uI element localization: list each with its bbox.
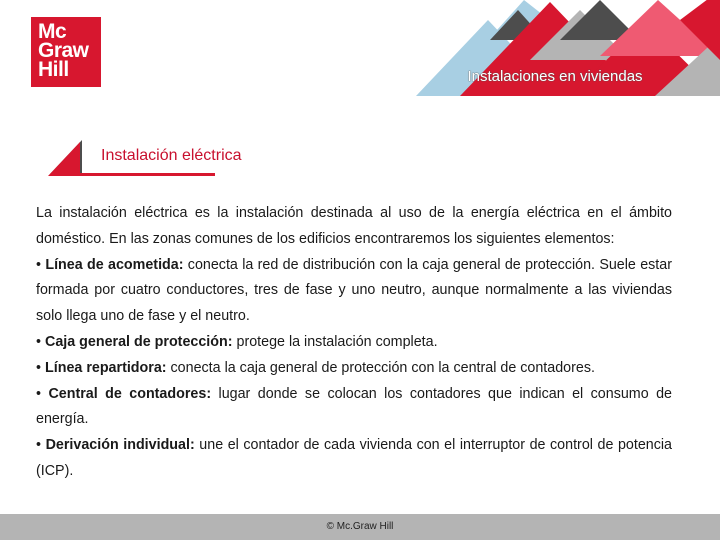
item-text: une el contador de cada vivienda con el interruptor de control de potencia (ICP).	[36, 437, 673, 479]
copyright-text: © Mc.Graw Hill	[326, 521, 394, 532]
header-title: Instalaciones en viviendas	[467, 68, 643, 85]
item-text: conecta la caja general de protección con la central de contadores.	[166, 359, 595, 376]
item-term: Caja general de protección:	[45, 333, 233, 350]
section-title: Instalación eléctrica	[101, 147, 242, 164]
list-item	[36, 356, 672, 382]
bullet: •	[36, 256, 42, 273]
list-item	[36, 433, 672, 485]
item-term: Central de contadores:	[48, 385, 212, 402]
item-text: conecta la red de distribución con la caja general de protección. Suele estar formada por cuatro conductores, tres de fase y uno neutro, aunque normalmente a las viviendas solo llega uno de fase y el neutro.	[36, 256, 672, 325]
bullet: •	[36, 359, 42, 376]
bullet: •	[36, 437, 42, 454]
item-text: lugar donde se colocan los contadores que indican el consumo de energía.	[36, 385, 672, 428]
bullet: •	[36, 385, 42, 402]
logo-line-3: Hill	[38, 58, 69, 81]
item-term: Derivación individual:	[45, 437, 195, 454]
logo-line-1: Mc	[38, 20, 67, 43]
bullet: •	[36, 333, 42, 350]
content-body	[36, 201, 672, 485]
item-term: Línea repartidora:	[45, 359, 167, 376]
item-term: Línea de acometida:	[45, 256, 184, 273]
mcgraw-hill-logo	[31, 17, 101, 87]
logo-line-2: Graw	[38, 39, 89, 62]
item-text: protege la instalación completa.	[232, 333, 438, 350]
list-item	[36, 253, 672, 330]
list-item	[36, 330, 672, 356]
intro-paragraph: La instalación eléctrica es la instalación destinada al uso de la energía eléctrica en el ámbito doméstico. En las zonas comunes de los edificios encontraremos los siguientes elementos:	[36, 205, 672, 247]
list-item	[36, 382, 672, 434]
